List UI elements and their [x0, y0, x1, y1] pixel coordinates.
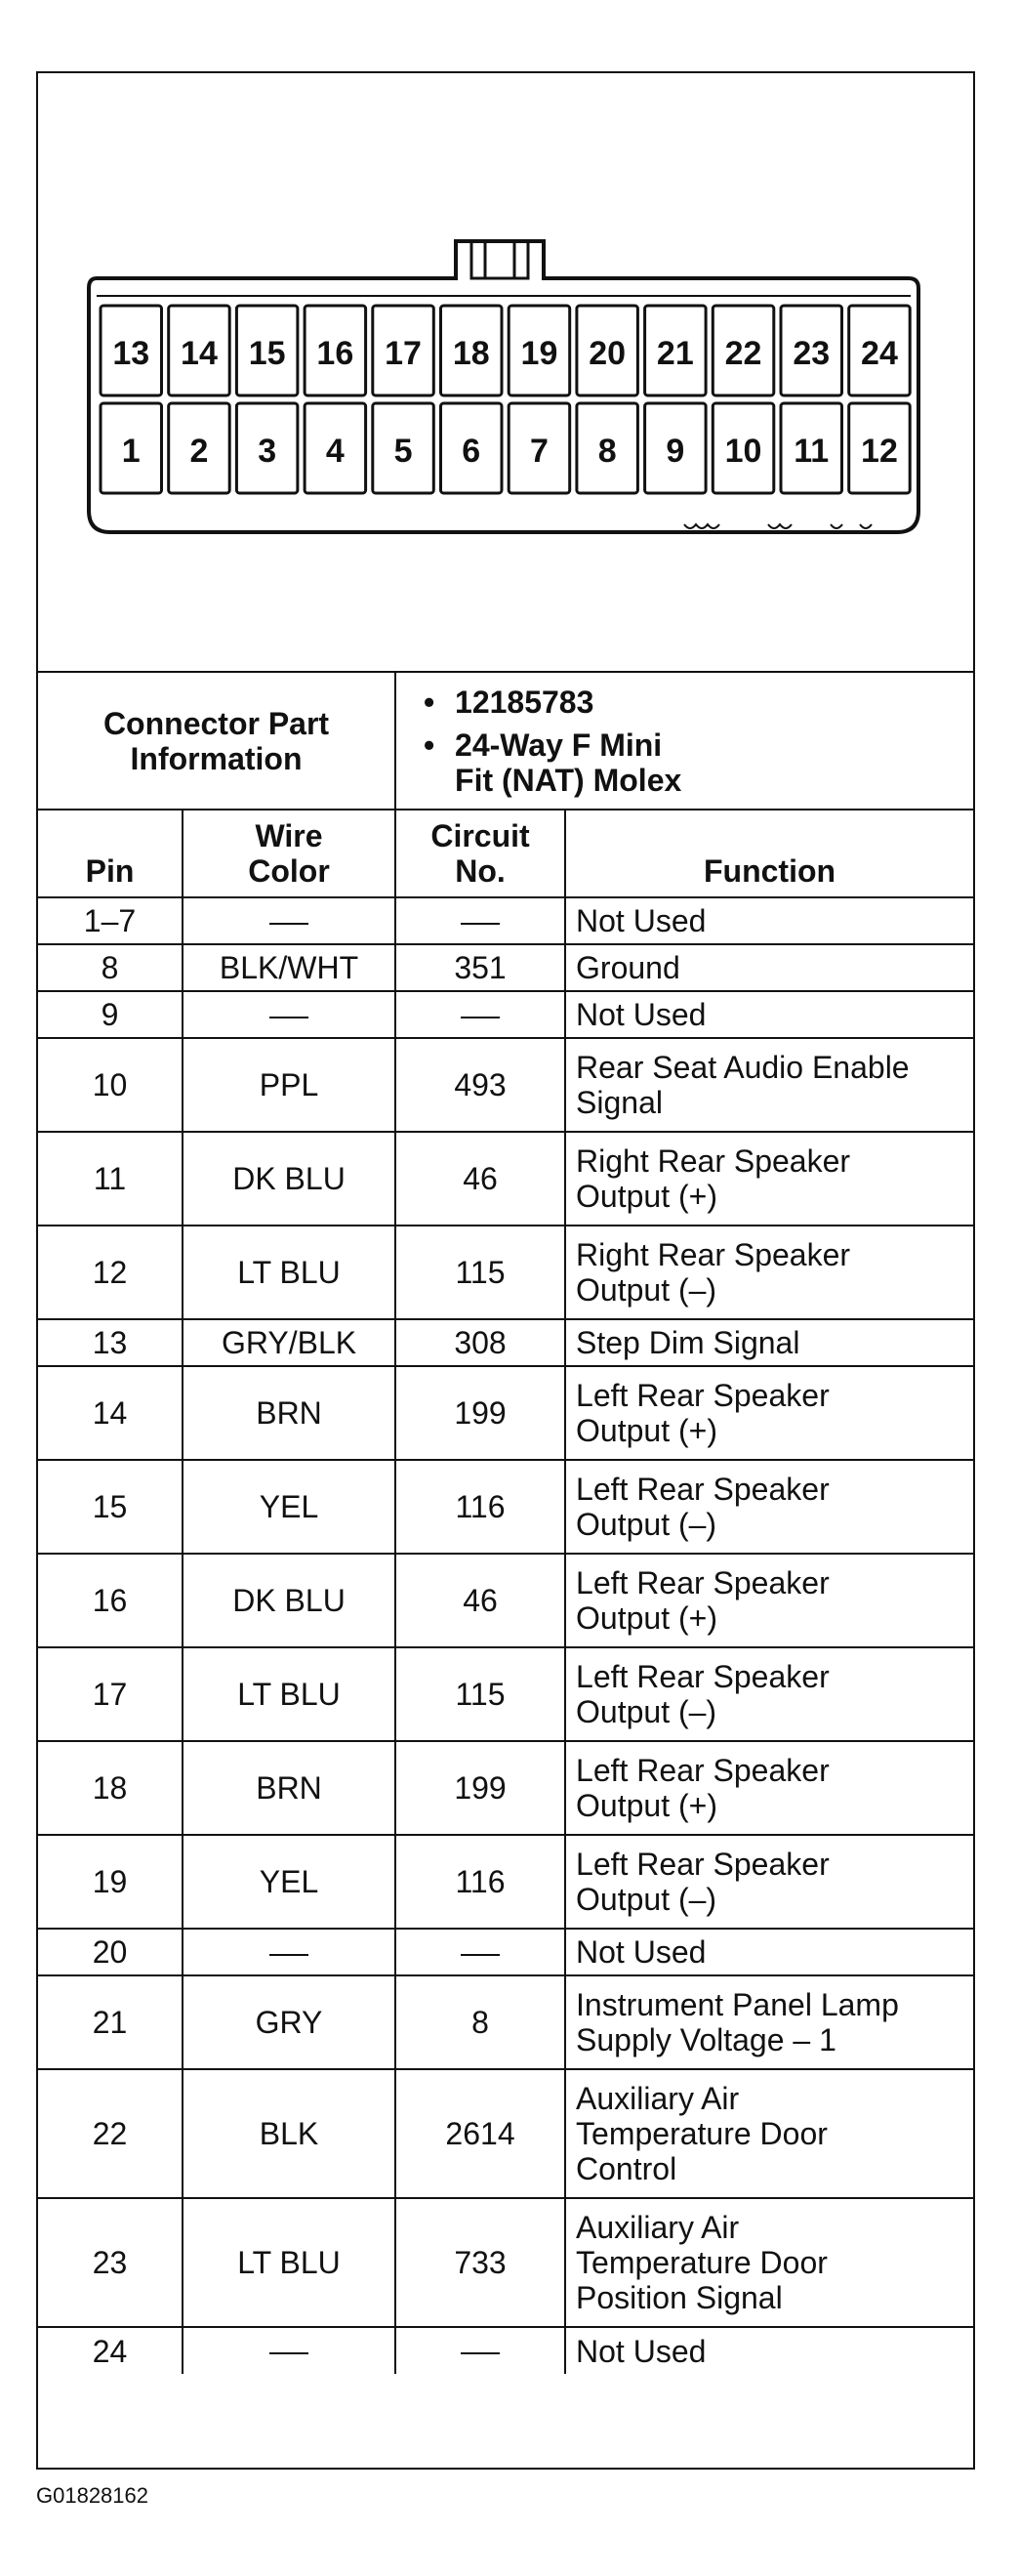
cell-wire-color: BRN	[183, 1741, 395, 1835]
cell-pin: 24	[38, 2327, 183, 2374]
function-line: Not Used	[576, 2333, 707, 2369]
cell-function	[565, 1975, 973, 2069]
function-line: Output (+)	[576, 1788, 717, 1823]
pin-number-17: 17	[385, 335, 422, 372]
table-row	[38, 1460, 973, 1554]
pin-number-23: 23	[793, 335, 831, 372]
pin-number-19: 19	[520, 335, 558, 372]
cell-function	[565, 1319, 973, 1366]
cell-circuit-no: 46	[395, 1132, 565, 1226]
function-line: Left Rear Speaker	[576, 1659, 830, 1694]
function-line: Left Rear Speaker	[576, 1753, 830, 1788]
cell-wire-color	[183, 2327, 395, 2374]
connector-outline	[89, 241, 918, 532]
cell-circuit-no: 46	[395, 1554, 565, 1647]
cell-function	[565, 897, 973, 944]
connector-keying	[684, 524, 872, 528]
pin-number-11: 11	[794, 433, 830, 470]
function-line: Left Rear Speaker	[576, 1472, 830, 1507]
table-header-row	[38, 810, 973, 897]
pin-number-5: 5	[393, 433, 413, 470]
function-line: Not Used	[576, 1934, 707, 1970]
connector-description-line1: 24-Way F Mini	[455, 727, 663, 763]
function-line: Not Used	[576, 903, 707, 938]
table-row	[38, 1319, 973, 1366]
cell-function	[565, 944, 973, 991]
connector-top-row	[101, 306, 910, 395]
cell-circuit-no	[395, 991, 565, 1038]
col-header-pin: Pin	[38, 810, 183, 897]
cell-pin: 14	[38, 1366, 183, 1460]
em-dash	[269, 1017, 308, 1018]
em-dash	[269, 1954, 308, 1956]
cell-wire-color	[183, 897, 395, 944]
cell-circuit-no: 8	[395, 1975, 565, 2069]
function-line: Output (+)	[576, 1600, 717, 1636]
table-row	[38, 1647, 973, 1741]
cell-function	[565, 2069, 973, 2198]
function-line: Position Signal	[576, 2280, 783, 2315]
table-row	[38, 897, 973, 944]
pin-number-22: 22	[724, 335, 762, 372]
em-dash	[269, 2352, 308, 2354]
cell-circuit-no	[395, 897, 565, 944]
table-row	[38, 1929, 973, 1975]
table-row	[38, 1975, 973, 2069]
pin-number-24: 24	[861, 335, 898, 372]
pin-table	[38, 673, 973, 2374]
table-row	[38, 1132, 973, 1226]
cell-function	[565, 1226, 973, 1319]
table-row	[38, 1554, 973, 1647]
cell-wire-color: GRY/BLK	[183, 1319, 395, 1366]
function-line: Step Dim Signal	[576, 1325, 800, 1360]
cell-circuit-no: 116	[395, 1460, 565, 1554]
connector-info-label-line2: Information	[130, 740, 303, 776]
cell-function	[565, 1647, 973, 1741]
function-line: Rear Seat Audio Enable	[576, 1050, 910, 1085]
cell-function	[565, 2327, 973, 2374]
part-number: 12185783	[455, 684, 594, 720]
cell-circuit-no	[395, 2327, 565, 2374]
connector-info-row	[38, 673, 973, 810]
em-dash	[269, 923, 308, 925]
cell-pin: 11	[38, 1132, 183, 1226]
function-line: Output (–)	[576, 1272, 717, 1308]
connector-diagram-area	[38, 73, 973, 673]
connector-info-label-line1: Connector Part	[102, 705, 330, 741]
cell-function	[565, 1038, 973, 1132]
cell-wire-color: DK BLU	[183, 1554, 395, 1647]
cell-circuit-no	[395, 1929, 565, 1975]
col-header-wire-color: Wire Color	[183, 810, 395, 897]
pin-number-13: 13	[112, 335, 150, 372]
figure-id: G01828162	[36, 2483, 148, 2508]
connector-face-diagram	[38, 73, 973, 671]
cell-wire-color: PPL	[183, 1038, 395, 1132]
pin-number-1: 1	[121, 433, 141, 470]
cell-circuit-no: 2614	[395, 2069, 565, 2198]
cell-circuit-no: 733	[395, 2198, 565, 2327]
function-line: Output (+)	[576, 1413, 717, 1448]
cell-pin: 1–7	[38, 897, 183, 944]
cell-wire-color: BLK/WHT	[183, 944, 395, 991]
pin-number-9: 9	[666, 433, 685, 470]
cell-circuit-no: 199	[395, 1741, 565, 1835]
function-line: Output (–)	[576, 1507, 717, 1542]
cell-wire-color: BRN	[183, 1366, 395, 1460]
table-row	[38, 1835, 973, 1929]
function-line: Right Rear Speaker	[576, 1237, 851, 1272]
bullet-icon: •	[424, 727, 435, 763]
cell-function	[565, 2198, 973, 2327]
pin-number-20: 20	[589, 335, 627, 372]
cell-pin: 18	[38, 1741, 183, 1835]
connector-info-values	[395, 673, 973, 810]
cell-pin: 9	[38, 991, 183, 1038]
cell-pin: 10	[38, 1038, 183, 1132]
connector-latch	[471, 241, 528, 278]
function-line: Temperature Door	[576, 2116, 828, 2151]
table-row	[38, 2327, 973, 2374]
pin-number-3: 3	[258, 433, 277, 470]
pin-number-16: 16	[316, 335, 354, 372]
cell-circuit-no: 199	[395, 1366, 565, 1460]
cell-circuit-no: 308	[395, 1319, 565, 1366]
cell-circuit-no: 115	[395, 1647, 565, 1741]
function-line: Ground	[576, 950, 680, 985]
bullet-icon: •	[424, 684, 435, 720]
cell-function	[565, 1554, 973, 1647]
function-line: Control	[576, 2151, 677, 2186]
function-line: Temperature Door	[576, 2245, 828, 2280]
cell-function	[565, 1460, 973, 1554]
connector-bottom-row	[101, 403, 910, 493]
function-line: Left Rear Speaker	[576, 1378, 830, 1413]
cell-wire-color: LT BLU	[183, 1647, 395, 1741]
cell-wire-color: DK BLU	[183, 1132, 395, 1226]
cell-wire-color	[183, 1929, 395, 1975]
pinout-sheet	[36, 71, 975, 2470]
table-row	[38, 1226, 973, 1319]
pin-number-4: 4	[325, 433, 345, 470]
cell-pin: 21	[38, 1975, 183, 2069]
function-line: Signal	[576, 1085, 663, 1120]
cell-circuit-no: 115	[395, 1226, 565, 1319]
function-line: Output (–)	[576, 1882, 717, 1917]
function-line: Supply Voltage – 1	[576, 2022, 836, 2057]
cell-pin: 20	[38, 1929, 183, 1975]
table-row	[38, 2198, 973, 2327]
cell-wire-color: LT BLU	[183, 2198, 395, 2327]
pin-number-21: 21	[656, 335, 694, 372]
function-line: Instrument Panel Lamp	[576, 1987, 899, 2022]
function-line: Left Rear Speaker	[576, 1847, 830, 1882]
cell-pin: 13	[38, 1319, 183, 1366]
pin-number-7: 7	[529, 433, 549, 470]
pin-number-15: 15	[248, 335, 286, 372]
connector-info-label	[38, 673, 395, 810]
cell-pin: 22	[38, 2069, 183, 2198]
cell-function	[565, 1929, 973, 1975]
cell-pin: 15	[38, 1460, 183, 1554]
table-row	[38, 1366, 973, 1460]
function-line: Right Rear Speaker	[576, 1143, 851, 1179]
cell-function	[565, 1132, 973, 1226]
cell-circuit-no: 493	[395, 1038, 565, 1132]
em-dash	[461, 2352, 500, 2354]
em-dash	[461, 923, 500, 925]
cell-circuit-no: 351	[395, 944, 565, 991]
pin-number-6: 6	[462, 433, 481, 470]
pin-number-10: 10	[724, 433, 762, 470]
function-line: Output (+)	[576, 1179, 717, 1214]
col-header-function: Function	[565, 810, 973, 897]
cell-pin: 16	[38, 1554, 183, 1647]
cell-wire-color: YEL	[183, 1460, 395, 1554]
function-line: Auxiliary Air	[576, 2210, 740, 2245]
cell-wire-color: YEL	[183, 1835, 395, 1929]
table-row	[38, 1741, 973, 1835]
em-dash	[461, 1017, 500, 1018]
cell-wire-color: LT BLU	[183, 1226, 395, 1319]
cell-pin: 23	[38, 2198, 183, 2327]
pin-number-14: 14	[181, 335, 218, 372]
cell-wire-color: GRY	[183, 1975, 395, 2069]
connector-description-line2: Fit (NAT) Molex	[455, 762, 682, 798]
function-line: Auxiliary Air	[576, 2081, 740, 2116]
cell-function	[565, 1835, 973, 1929]
function-line: Output (–)	[576, 1694, 717, 1729]
table-row	[38, 944, 973, 991]
pin-number-12: 12	[861, 433, 898, 470]
cell-wire-color	[183, 991, 395, 1038]
cell-pin: 17	[38, 1647, 183, 1741]
cell-pin: 12	[38, 1226, 183, 1319]
col-header-circuit-no: Circuit No.	[395, 810, 565, 897]
function-line: Left Rear Speaker	[576, 1565, 830, 1600]
cell-pin: 8	[38, 944, 183, 991]
pin-number-8: 8	[597, 433, 617, 470]
table-row	[38, 991, 973, 1038]
pin-number-2: 2	[189, 433, 209, 470]
pin-number-18: 18	[452, 335, 490, 372]
table-row	[38, 1038, 973, 1132]
cell-function	[565, 1741, 973, 1835]
cell-function	[565, 1366, 973, 1460]
cell-wire-color: BLK	[183, 2069, 395, 2198]
cell-function	[565, 991, 973, 1038]
cell-circuit-no: 116	[395, 1835, 565, 1929]
em-dash	[461, 1954, 500, 1956]
function-line: Not Used	[576, 997, 707, 1032]
table-row	[38, 2069, 973, 2198]
cell-pin: 19	[38, 1835, 183, 1929]
